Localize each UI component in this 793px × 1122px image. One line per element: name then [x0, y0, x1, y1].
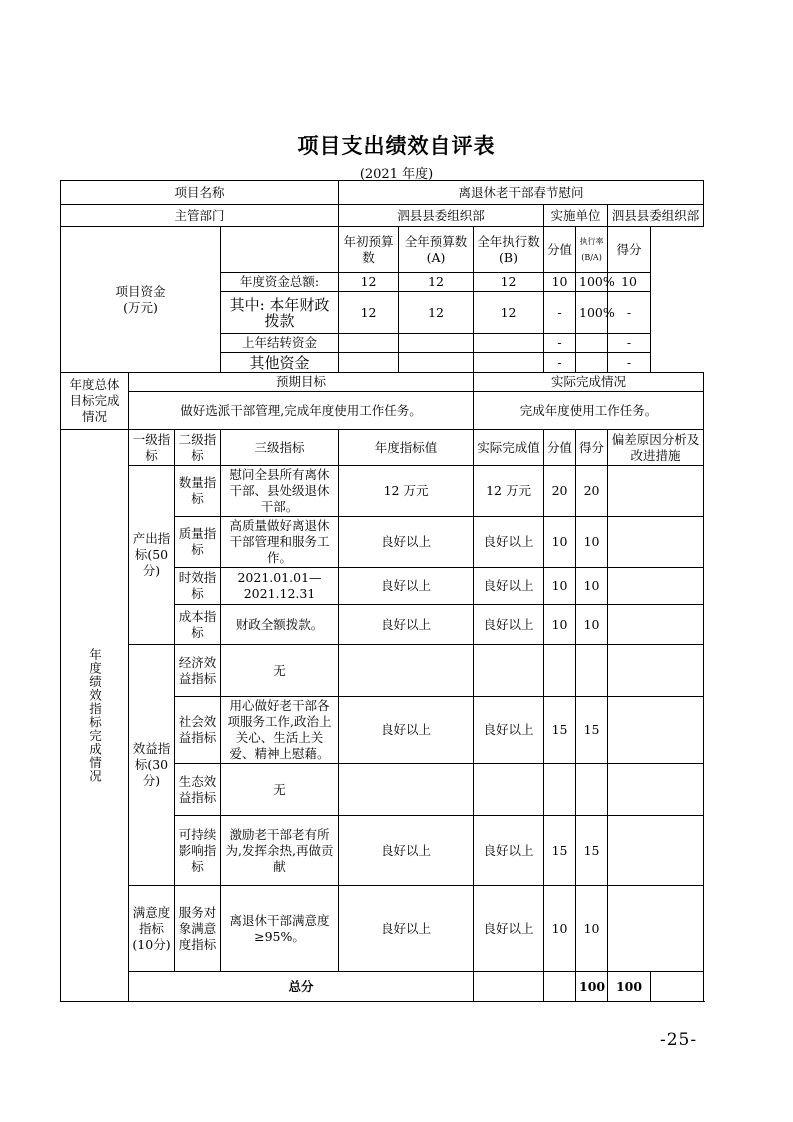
indicator-actual: 良好以上: [474, 816, 544, 886]
indicator-deviation: [608, 645, 704, 697]
indicator-deviation: [608, 568, 704, 605]
goals-content-row: [61, 392, 704, 430]
expected-goal-text: 做好选派干部管理,完成年度使用工作任务。: [129, 392, 474, 430]
indicator-actual: [474, 645, 544, 697]
header-target: 年度指标值: [339, 430, 474, 466]
funds-executed: [474, 353, 544, 373]
total-blank-target: [474, 972, 544, 1002]
indicator-actual: 良好以上: [474, 886, 544, 972]
project-name-label: 项目名称: [61, 181, 339, 205]
header-executed: 全年执行数(B): [474, 227, 544, 273]
funds-executed: [474, 334, 544, 353]
indicator-level2: 经济效益指标: [175, 645, 221, 697]
indicator-target: [339, 764, 474, 816]
page-number: -25-: [660, 1030, 698, 1050]
funds-rate: [576, 334, 608, 353]
indicator-target: 良好以上: [339, 517, 474, 568]
funds-row-label: 年度资金总额:: [221, 273, 339, 292]
department-row: [61, 205, 704, 227]
indicator-got: [576, 764, 608, 816]
funds-full: [399, 353, 474, 373]
indicator-section-label: 年度绩效指标完成情况: [61, 430, 129, 1002]
indicator-level2: 可持续影响指标: [175, 816, 221, 886]
indicator-level2: 成本指标: [175, 605, 221, 645]
funds-full: [399, 334, 474, 353]
indicator-got: 15: [576, 816, 608, 886]
indicator-level3: 离退休干部满意度≥95%。: [221, 886, 339, 972]
indicator-header-row: [61, 430, 704, 466]
funds-score: -: [544, 292, 576, 334]
funds-full: 12: [399, 273, 474, 292]
goals-label: 年度总体目标完成情况: [61, 373, 129, 430]
indicator-level3: 无: [221, 764, 339, 816]
impl-value: 泗县县委组织部: [608, 205, 704, 227]
header-initial-budget: 年初预算数: [339, 227, 399, 273]
indicator-level2: 数量指标: [175, 466, 221, 517]
funds-executed: 12: [474, 273, 544, 292]
project-name-value: 离退休老干部春节慰问: [339, 181, 704, 205]
indicator-group-benefit: 效益指标(30分): [129, 645, 175, 886]
funds-header-row: [61, 227, 704, 273]
indicator-level3: 慰问全县所有离休干部、县处级退休干部。: [221, 466, 339, 517]
indicator-actual: 良好以上: [474, 605, 544, 645]
indicator-deviation: [608, 466, 704, 517]
funds-rate: 100%: [576, 273, 608, 292]
indicator-actual: 12 万元: [474, 466, 544, 517]
indicator-row: [61, 645, 704, 697]
indicator-score: 15: [544, 816, 576, 886]
indicator-target: 良好以上: [339, 697, 474, 764]
indicator-score: 15: [544, 697, 576, 764]
indicator-got: 10: [576, 568, 608, 605]
indicator-level3: 高质量做好离退休干部管理和服务工作。: [221, 517, 339, 568]
indicator-row: [61, 466, 704, 517]
expected-goal-header: 预期目标: [129, 373, 474, 392]
indicator-got: 10: [576, 517, 608, 568]
header-ind-score: 分值: [544, 430, 576, 466]
indicator-level2: 社会效益指标: [175, 697, 221, 764]
indicator-got: 20: [576, 466, 608, 517]
indicator-level2: 质量指标: [175, 517, 221, 568]
indicator-target: 良好以上: [339, 568, 474, 605]
funds-header-blank: [221, 227, 339, 273]
indicator-target: 良好以上: [339, 886, 474, 972]
funds-row-label: 其中: 本年财政拨款: [221, 292, 339, 334]
project-name-row: [61, 181, 704, 205]
funds-got: -: [608, 353, 651, 373]
funds-got: 10: [608, 273, 651, 292]
header-got: 得分: [608, 227, 651, 273]
indicator-level3: 2021.01.01—2021.12.31: [221, 568, 339, 605]
indicator-score: 10: [544, 886, 576, 972]
actual-goal-header: 实际完成情况: [474, 373, 704, 392]
header-level3: 三级指标: [221, 430, 339, 466]
header-full-budget: 全年预算数(A): [399, 227, 474, 273]
indicator-target: 12 万元: [339, 466, 474, 517]
total-row: [61, 972, 704, 1002]
indicator-score: 10: [544, 605, 576, 645]
dept-label: 主管部门: [61, 205, 339, 227]
indicator-got: 15: [576, 697, 608, 764]
indicator-target: 良好以上: [339, 605, 474, 645]
funds-initial: [339, 353, 399, 373]
indicator-score: [544, 645, 576, 697]
indicator-row: [61, 886, 704, 972]
funds-label: [61, 227, 221, 373]
indicator-got: 10: [576, 886, 608, 972]
header-score: 分值: [544, 227, 576, 273]
header-level1: 一级指标: [129, 430, 175, 466]
header-deviation: 偏差原因分析及改进措施: [608, 430, 704, 466]
total-blank-deviation: [651, 972, 704, 1002]
funds-rate: 100%: [576, 292, 608, 334]
funds-row-label: 上年结转资金: [221, 334, 339, 353]
funds-full: 12: [399, 292, 474, 334]
indicator-level2: 服务对象满意度指标: [175, 886, 221, 972]
indicator-deviation: [608, 605, 704, 645]
total-score: 100: [576, 972, 608, 1002]
total-label: 总分: [129, 972, 474, 1002]
header-ind-got: 得分: [576, 430, 608, 466]
indicator-got: 10: [576, 605, 608, 645]
indicator-deviation: [608, 816, 704, 886]
indicator-target: [339, 645, 474, 697]
total-blank-actual: [544, 972, 576, 1002]
funds-initial: 12: [339, 292, 399, 334]
indicator-level3: 财政全额拨款。: [221, 605, 339, 645]
dept-value: 泗县县委组织部: [339, 205, 544, 227]
indicator-actual: [474, 764, 544, 816]
indicator-actual: 良好以上: [474, 568, 544, 605]
actual-goal-text: 完成年度使用工作任务。: [474, 392, 704, 430]
indicator-target: 良好以上: [339, 816, 474, 886]
funds-got: -: [608, 334, 651, 353]
indicator-actual: 良好以上: [474, 697, 544, 764]
funds-executed: 12: [474, 292, 544, 334]
indicator-level3: 用心做好老干部各项服务工作,政治上关心、生活上关爱、精神上慰藉。: [221, 697, 339, 764]
total-got: 100: [608, 972, 651, 1002]
funds-rate: [576, 353, 608, 373]
funds-row-label: 其他资金: [221, 353, 339, 373]
indicator-score: 10: [544, 517, 576, 568]
indicator-score: [544, 764, 576, 816]
indicator-deviation: [608, 886, 704, 972]
funds-initial: [339, 334, 399, 353]
indicator-score: 10: [544, 568, 576, 605]
funds-label-line1: 项目资金: [115, 283, 166, 299]
goals-header-row: [61, 373, 704, 392]
indicator-deviation: [608, 517, 704, 568]
indicator-group-satisfaction: 满意度指标(10分): [129, 886, 175, 972]
funds-score: -: [544, 334, 576, 353]
funds-initial: 12: [339, 273, 399, 292]
document-title: 项目支出绩效自评表: [297, 134, 496, 158]
indicator-level3: 无: [221, 645, 339, 697]
funds-label-line2: (万元): [123, 299, 158, 315]
indicator-score: 20: [544, 466, 576, 517]
indicator-group-output: 产出指标(50分): [129, 466, 175, 645]
indicator-got: [576, 645, 608, 697]
indicator-deviation: [608, 697, 704, 764]
indicator-deviation: [608, 764, 704, 816]
indicator-level3: 激励老干部老有所为,发挥余热,再做贡献: [221, 816, 339, 886]
header-level2: 二级指标: [175, 430, 221, 466]
funds-got: -: [608, 292, 651, 334]
self-evaluation-table: [60, 180, 704, 1002]
document-subtitle: (2021 年度): [359, 167, 434, 182]
indicator-level2: 时效指标: [175, 568, 221, 605]
header-actual: 实际完成值: [474, 430, 544, 466]
impl-label: 实施单位: [544, 205, 608, 227]
indicator-actual: 良好以上: [474, 517, 544, 568]
header-exec-rate: 执行率(B/A): [576, 227, 608, 273]
funds-score: -: [544, 353, 576, 373]
funds-score: 10: [544, 273, 576, 292]
indicator-level2: 生态效益指标: [175, 764, 221, 816]
